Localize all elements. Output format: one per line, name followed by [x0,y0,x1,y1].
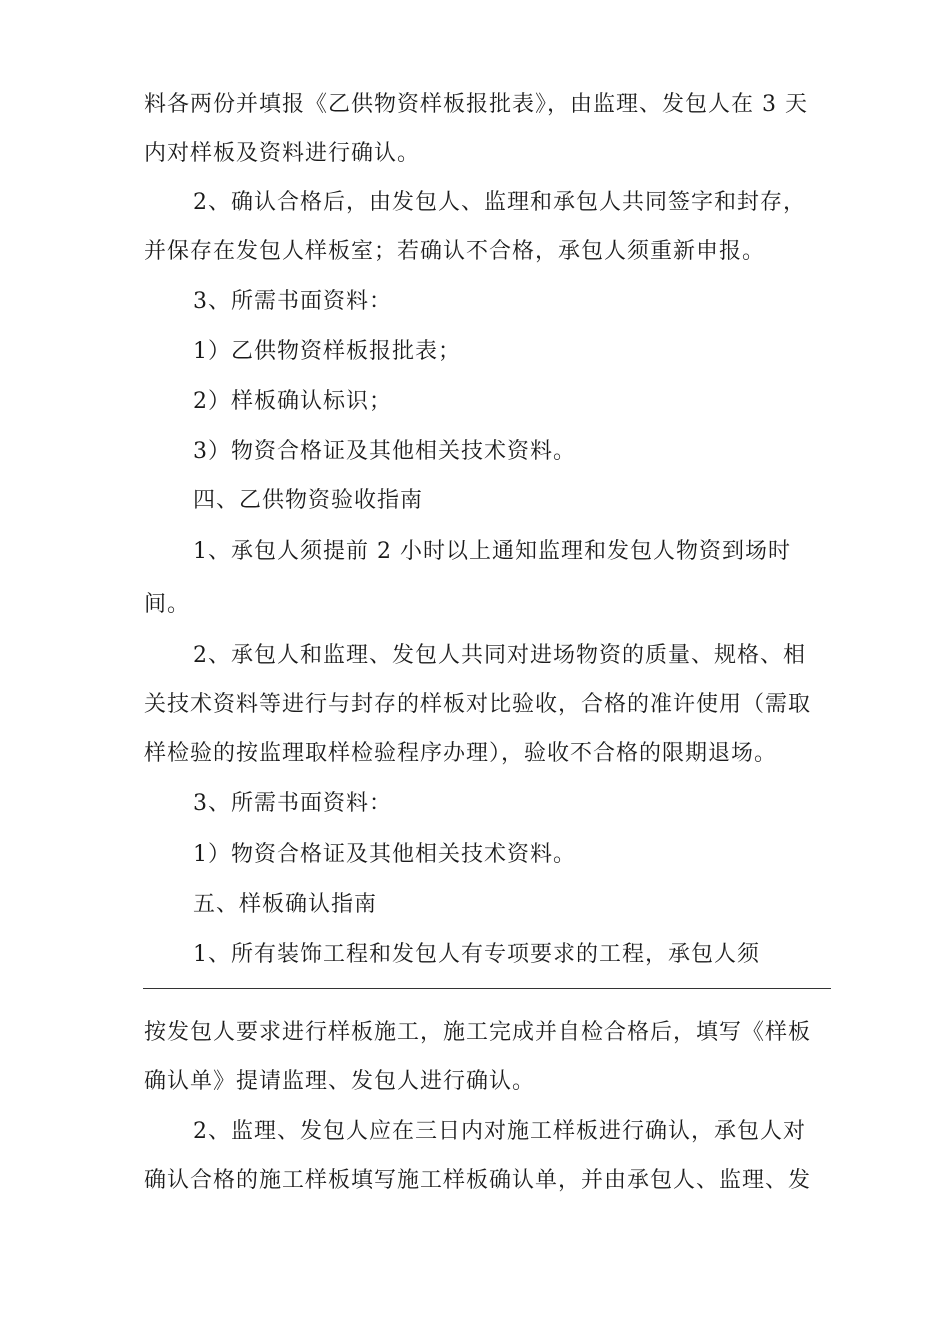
text-line: 料各两份并填报《乙供物资样板报批表》，由监理、发包人在 3 天 [144,92,808,117]
text-line: 关技术资料等进行与封存的样板对比验收，合格的准许使用（需取 [144,692,812,717]
section-heading: 五、样板确认指南 [193,892,378,917]
text-line: 3、所需书面资料： [193,791,392,816]
section-heading: 四、乙供物资验收指南 [193,488,424,513]
text-line: 3、所需书面资料： [193,289,392,314]
text-line: 按发包人要求进行样板施工，施工完成并自检合格后，填写《样板 [144,1020,812,1045]
text-line: 确认单》提请监理、发包人进行确认。 [144,1069,536,1094]
text-line: 并保存在发包人样板室；若确认不合格，承包人须重新申报。 [144,239,766,264]
page-break-divider [143,988,831,989]
text-line: 1）乙供物资样板报批表； [193,339,461,364]
text-line: 1、承包人须提前 2 小时以上通知监理和发包人物资到场时 [193,539,791,564]
text-line: 间。 [144,592,191,617]
text-line: 3）物资合格证及其他相关技术资料。 [193,439,576,464]
text-line: 2、监理、发包人应在三日内对施工样板进行确认，承包人对 [193,1119,806,1144]
text-line: 1、所有装饰工程和发包人有专项要求的工程，承包人须 [193,942,760,967]
text-line: 2、确认合格后，由发包人、监理和承包人共同签字和封存， [193,190,806,215]
text-line: 样检验的按监理取样检验程序办理），验收不合格的限期退场。 [144,741,778,766]
text-line: 1）物资合格证及其他相关技术资料。 [193,842,576,867]
text-line: 确认合格的施工样板填写施工样板确认单，并由承包人、监理、发 [144,1168,812,1193]
text-line: 内对样板及资料进行确认。 [144,141,421,166]
text-line: 2）样板确认标识； [193,389,392,414]
text-line: 2、承包人和监理、发包人共同对进场物资的质量、规格、相 [193,643,806,668]
